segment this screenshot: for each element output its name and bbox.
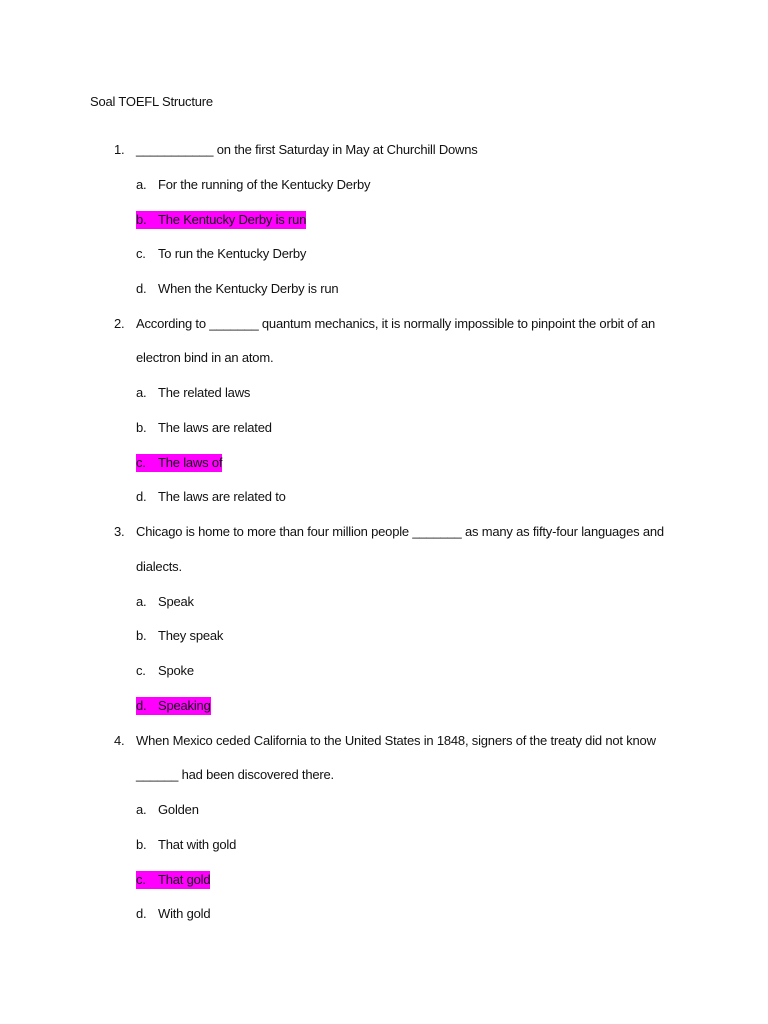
question-4-number: 4. (114, 733, 125, 748)
option-letter: d. (136, 906, 147, 921)
question-1-option-b-highlighted (136, 211, 306, 229)
option-text: To run the Kentucky Derby (158, 246, 307, 261)
question-1-number: 1. (114, 142, 125, 157)
option-letter: b. (136, 628, 147, 643)
option-text: Golden (158, 802, 199, 817)
option-letter: d. (136, 281, 147, 296)
question-4-text-line-2: ______ had been discovered there. (136, 767, 334, 782)
option-letter: a. (136, 594, 147, 609)
question-4-option-c-highlighted (136, 871, 210, 889)
option-letter: b. (136, 211, 158, 229)
option-text: That with gold (158, 837, 237, 852)
question-2-number: 2. (114, 316, 125, 331)
question-4-text-line-1: When Mexico ceded California to the United States in 1848, signers of the treaty did not know (136, 733, 656, 748)
question-2-option-b (136, 419, 272, 437)
document-title: Soal TOEFL Structure (90, 94, 213, 109)
question-4-option-a (136, 801, 199, 819)
question-4-option-b (136, 836, 236, 854)
question-1-option-a (136, 176, 370, 194)
option-text: The laws are related (158, 420, 272, 435)
question-2-option-a (136, 384, 250, 402)
question-4-option-d (136, 905, 210, 923)
option-text: Spoke (158, 663, 194, 678)
question-2-text-line-1: According to _______ quantum mechanics, it is normally impossible to pinpoint the orbit of an (136, 316, 656, 331)
option-letter: c. (136, 454, 158, 472)
option-text: The Kentucky Derby is run (158, 212, 307, 227)
option-letter: a. (136, 802, 147, 817)
option-letter: c. (136, 663, 146, 678)
option-text: The laws are related to (158, 489, 286, 504)
question-3-number: 3. (114, 524, 125, 539)
question-3-text-line-1: Chicago is home to more than four million people _______ as many as fifty-four languages and (136, 524, 664, 539)
question-3-option-a (136, 593, 194, 611)
option-letter: c. (136, 246, 146, 261)
option-letter: c. (136, 871, 158, 889)
option-letter: a. (136, 385, 147, 400)
option-text: That gold (158, 872, 211, 887)
question-2-option-d (136, 488, 286, 506)
question-3-text-line-2: dialects. (136, 559, 182, 574)
option-letter: d. (136, 697, 158, 715)
question-3-option-c (136, 662, 194, 680)
question-2-text-line-2: electron bind in an atom. (136, 350, 274, 365)
option-text: They speak (158, 628, 224, 643)
option-letter: b. (136, 420, 147, 435)
option-text: Speaking (158, 698, 211, 713)
option-text: When the Kentucky Derby is run (158, 281, 339, 296)
question-3-option-b (136, 627, 223, 645)
option-text: For the running of the Kentucky Derby (158, 177, 371, 192)
question-1-option-d (136, 280, 338, 298)
option-text: With gold (158, 906, 211, 921)
question-3-option-d-highlighted (136, 697, 211, 715)
question-2-option-c-highlighted (136, 454, 222, 472)
question-1-option-c (136, 245, 306, 263)
option-letter: b. (136, 837, 147, 852)
option-text: Speak (158, 594, 194, 609)
option-letter: a. (136, 177, 147, 192)
option-text: The related laws (158, 385, 251, 400)
question-1-text-line-1: ___________ on the first Saturday in May at Churchill Downs (136, 142, 478, 157)
option-text: The laws of (158, 455, 223, 470)
option-letter: d. (136, 489, 147, 504)
